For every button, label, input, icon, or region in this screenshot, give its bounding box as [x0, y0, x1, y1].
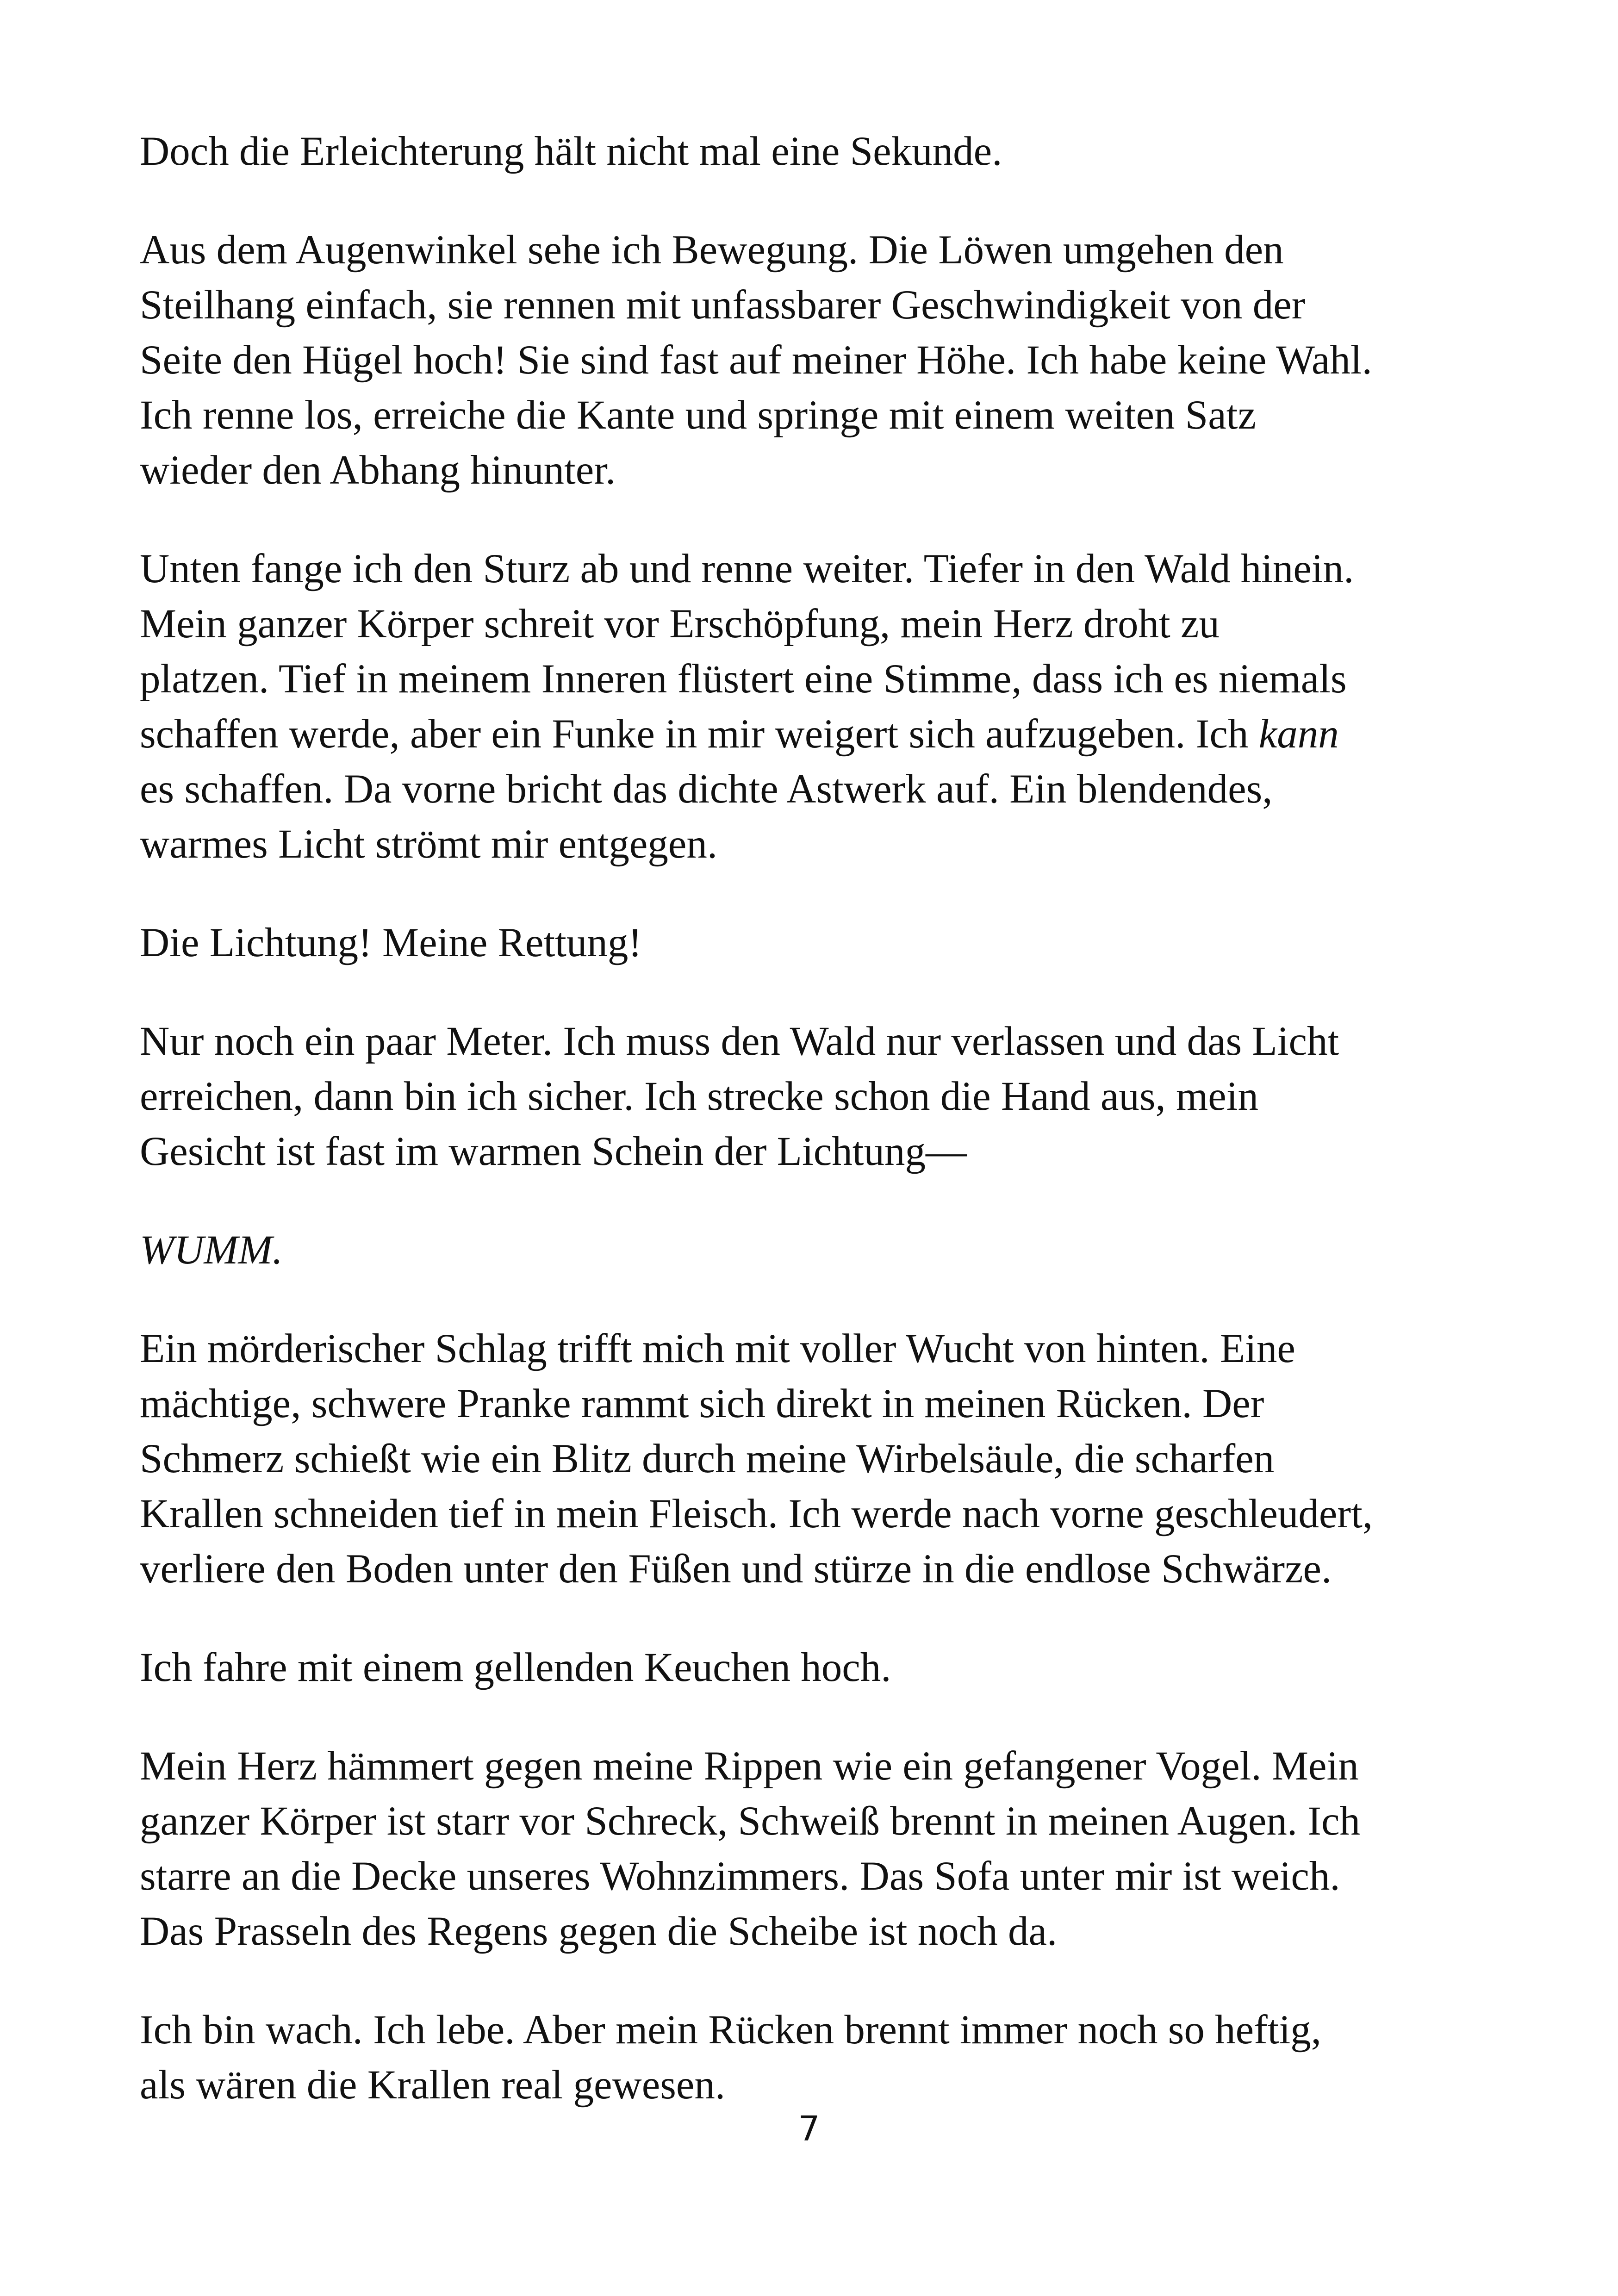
text-line: [140, 1223, 1500, 1278]
text-line: [140, 388, 1500, 443]
text-segment: Die Lichtung! Meine Rettung!: [140, 920, 642, 965]
paragraph: [140, 124, 1500, 179]
text-line: [140, 278, 1500, 333]
body-text: [140, 124, 1500, 2113]
paragraph: [140, 915, 1500, 971]
text-segment: Mein ganzer Körper schreit vor Erschöpfung, mein Herz droht zu: [140, 601, 1220, 647]
text-segment: Gesicht ist fast im warmen Schein der Lichtung—: [140, 1129, 967, 1174]
text-line: [140, 1321, 1500, 1376]
text-line: [140, 2003, 1500, 2058]
emphasis-text: WUMM.: [140, 1227, 283, 1273]
text-line: [140, 333, 1500, 388]
text-line: [140, 1904, 1500, 1959]
text-line: [140, 1124, 1500, 1179]
text-segment: Aus dem Augenwinkel sehe ich Bewegung. Die Löwen umgehen den: [140, 227, 1284, 273]
text-segment: Krallen schneiden tief in mein Fleisch. Ich werde nach vorne geschleudert,: [140, 1491, 1373, 1537]
paragraph: [140, 1640, 1500, 1695]
text-segment: Steilhang einfach, sie rennen mit unfassbarer Geschwindigkeit von der: [140, 282, 1306, 328]
text-line: [140, 2058, 1500, 2113]
text-segment: schaffen werde, aber ein Funke in mir weigert sich aufzugeben. Ich: [140, 711, 1259, 757]
text-line: [140, 1542, 1500, 1597]
text-line: [140, 1431, 1500, 1487]
paragraph: [140, 2003, 1500, 2113]
text-segment: als wären die Krallen real gewesen.: [140, 2062, 726, 2108]
text-line: [140, 1640, 1500, 1695]
text-line: [140, 1487, 1500, 1542]
text-line: [140, 1014, 1500, 1069]
text-line: [140, 1739, 1500, 1794]
text-line: [140, 124, 1500, 179]
text-line: [140, 1794, 1500, 1849]
emphasis-text: kann: [1258, 711, 1339, 757]
text-line: [140, 707, 1500, 762]
text-line: [140, 762, 1500, 817]
text-segment: Ich fahre mit einem gellenden Keuchen hoch.: [140, 1645, 891, 1690]
text-segment: platzen. Tief in meinem Inneren flüstert eine Stimme, dass ich es niemals: [140, 656, 1347, 702]
paragraph: [140, 1223, 1500, 1278]
text-segment: Nur noch ein paar Meter. Ich muss den Wald nur verlassen und das Licht: [140, 1019, 1339, 1064]
text-segment: Mein Herz hämmert gegen meine Rippen wie ein gefangener Vogel. Mein: [140, 1743, 1359, 1789]
paragraph: [140, 223, 1500, 498]
paragraph: [140, 1321, 1500, 1597]
text-line: [140, 1069, 1500, 1124]
text-line: [140, 817, 1500, 872]
paragraph: [140, 1739, 1500, 1959]
text-line: [140, 1376, 1500, 1431]
text-segment: Doch die Erleichterung hält nicht mal eine Sekunde.: [140, 129, 1002, 174]
text-segment: Ich renne los, erreiche die Kante und springe mit einem weiten Satz: [140, 392, 1256, 438]
text-line: [140, 652, 1500, 707]
text-segment: Ein mörderischer Schlag trifft mich mit voller Wucht von hinten. Eine: [140, 1326, 1295, 1371]
text-segment: Schmerz schießt wie ein Blitz durch meine Wirbelsäule, die scharfen: [140, 1436, 1275, 1481]
text-segment: verliere den Boden unter den Füßen und stürze in die endlose Schwärze.: [140, 1546, 1332, 1592]
text-segment: Das Prasseln des Regens gegen die Scheibe ist noch da.: [140, 1909, 1058, 1954]
text-segment: warmes Licht strömt mir entgegen.: [140, 821, 718, 867]
text-segment: es schaffen. Da vorne bricht das dichte Astwerk auf. Ein blendendes,: [140, 766, 1273, 812]
paragraph: [140, 1014, 1500, 1179]
text-line: [140, 541, 1500, 597]
text-segment: Unten fange ich den Sturz ab und renne weiter. Tiefer in den Wald hinein.: [140, 546, 1354, 591]
text-segment: erreichen, dann bin ich sicher. Ich strecke schon die Hand aus, mein: [140, 1074, 1258, 1119]
paragraph: [140, 541, 1500, 872]
text-segment: mächtige, schwere Pranke rammt sich direkt in meinen Rücken. Der: [140, 1381, 1264, 1426]
text-line: [140, 597, 1500, 652]
text-line: [140, 915, 1500, 971]
text-segment: starre an die Decke unseres Wohnzimmers. Das Sofa unter mir ist weich.: [140, 1854, 1340, 1899]
text-line: [140, 443, 1500, 498]
text-segment: Ich bin wach. Ich lebe. Aber mein Rücken brennt immer noch so heftig,: [140, 2007, 1322, 2053]
text-segment: ganzer Körper ist starr vor Schreck, Schweiß brennt in meinen Augen. Ich: [140, 1798, 1361, 1844]
text-line: [140, 1849, 1500, 1904]
page-number: 7: [798, 2109, 820, 2149]
text-segment: Seite den Hügel hoch! Sie sind fast auf meiner Höhe. Ich habe keine Wahl.: [140, 337, 1372, 383]
text-line: [140, 223, 1500, 278]
text-segment: wieder den Abhang hinunter.: [140, 448, 616, 493]
